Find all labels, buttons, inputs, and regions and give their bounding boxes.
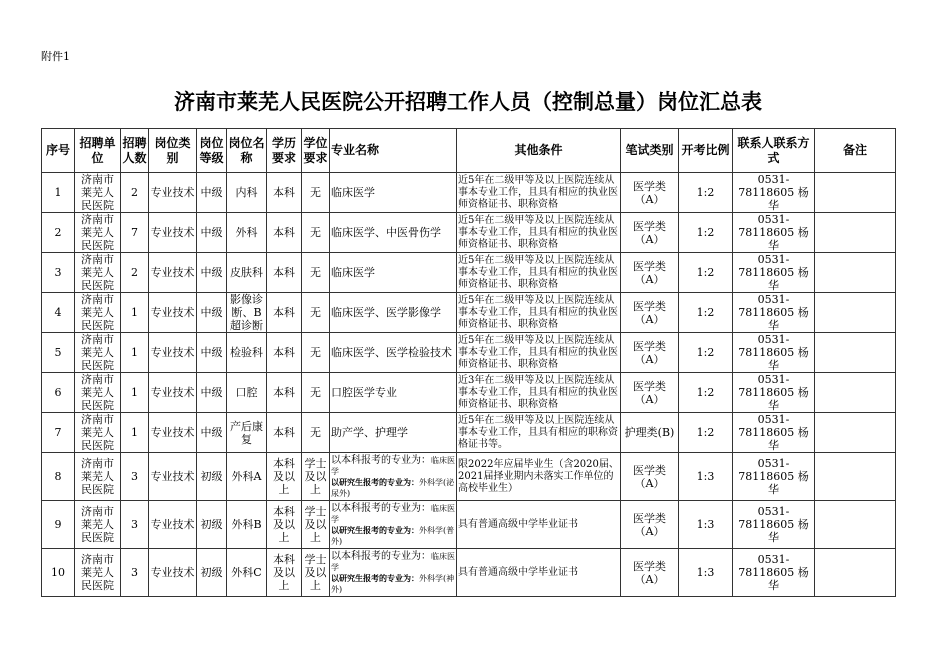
cell-major: 临床医学、医学影像学 [330,293,457,333]
header-count: 招聘人数 [121,129,149,173]
cell-ratio: 1:2 [679,253,733,293]
cell-major: 临床医学、中医骨伤学 [330,213,457,253]
cell-exam: 医学类（A） [621,173,679,213]
cell-conditions: 具有普通高级中学毕业证书 [457,549,621,597]
cell-exam: 医学类（A） [621,333,679,373]
cell-conditions: 近5年在二级甲等及以上医院连续从事本专业工作，且具有相应的职称资格证书等。 [457,413,621,453]
cell-education: 本科 [267,293,302,333]
cell-degree: 无 [302,173,330,213]
header-category: 岗位类别 [149,129,197,173]
cell-education: 本科及以上 [267,549,302,597]
cell-degree: 无 [302,333,330,373]
cell-exam: 医学类（A） [621,453,679,501]
cell-education: 本科及以上 [267,453,302,501]
cell-remark [815,333,896,373]
table-row [42,549,896,597]
cell-conditions: 近5年在二级甲等及以上医院连续从事本专业工作，且具有相应的执业医师资格证书、职称资格 [457,293,621,333]
cell-category: 专业技术 [149,173,197,213]
header-major: 专业名称 [330,129,457,173]
cell-remark [815,253,896,293]
cell-contact: 0531-78118605 杨华 [733,373,815,413]
header-education: 学历要求 [267,129,302,173]
cell-ratio: 1:2 [679,213,733,253]
cell-count: 3 [121,453,149,501]
cell-degree: 无 [302,293,330,333]
cell-remark [815,173,896,213]
cell-major: 口腔医学专业 [330,373,457,413]
cell-position: 影像诊断、B超诊断 [227,293,267,333]
cell-remark [815,453,896,501]
cell-unit: 济南市莱芜人民医院 [75,413,121,453]
cell-remark [815,549,896,597]
cell-contact: 0531-78118605 杨华 [733,173,815,213]
cell-seq: 5 [42,333,75,373]
header-unit: 招聘单位 [75,129,121,173]
cell-contact: 0531-78118605 杨华 [733,333,815,373]
cell-degree: 无 [302,373,330,413]
cell-position: 皮肤科 [227,253,267,293]
cell-seq: 4 [42,293,75,333]
cell-level: 中级 [197,293,227,333]
undergrad-major: 临床医学 [331,455,455,476]
cell-contact: 0531-78118605 杨华 [733,253,815,293]
table-row [42,453,896,501]
cell-degree: 无 [302,413,330,453]
cell-position: 外科A [227,453,267,501]
cell-ratio: 1:3 [679,453,733,501]
cell-level: 中级 [197,213,227,253]
undergrad-major: 临床医学 [331,503,455,524]
cell-level: 中级 [197,173,227,213]
cell-seq: 8 [42,453,75,501]
table-row [42,293,896,333]
cell-category: 专业技术 [149,213,197,253]
cell-category: 专业技术 [149,293,197,333]
undergrad-major: 临床医学 [331,551,455,572]
cell-ratio: 1:3 [679,501,733,549]
cell-seq: 7 [42,413,75,453]
cell-degree: 学士及以上 [302,453,330,501]
header-contact: 联系人联系方式 [733,129,815,173]
cell-ratio: 1:2 [679,333,733,373]
cell-conditions: 近3年在二级甲等及以上医院连续从事本专业工作，且具有相应的执业医师资格证书、职称资格 [457,373,621,413]
cell-unit: 济南市莱芜人民医院 [75,173,121,213]
postgrad-major-label: 以研究生报考的专业为： [331,476,419,487]
cell-education: 本科 [267,413,302,453]
cell-ratio: 1:2 [679,373,733,413]
cell-count: 2 [121,173,149,213]
cell-exam: 医学类（A） [621,213,679,253]
table-row [42,253,896,293]
cell-contact: 0531-78118605 杨华 [733,549,815,597]
cell-conditions: 近5年在二级甲等及以上医院连续从事本专业工作，且具有相应的执业医师资格证书、职称资格 [457,253,621,293]
cell-remark [815,373,896,413]
cell-unit: 济南市莱芜人民医院 [75,501,121,549]
cell-category: 专业技术 [149,333,197,373]
cell-contact: 0531-78118605 杨华 [733,413,815,453]
cell-exam: 医学类（A） [621,501,679,549]
cell-position: 产后康复 [227,413,267,453]
cell-position: 外科B [227,501,267,549]
undergrad-major-label: 以本科报考的专业为： [331,454,431,466]
cell-position: 内科 [227,173,267,213]
header-remark: 备注 [815,129,896,173]
cell-unit: 济南市莱芜人民医院 [75,213,121,253]
cell-count: 7 [121,213,149,253]
cell-category: 专业技术 [149,253,197,293]
cell-conditions: 具有普通高级中学毕业证书 [457,501,621,549]
cell-level: 初级 [197,549,227,597]
table-row [42,333,896,373]
cell-level: 中级 [197,253,227,293]
cell-category: 专业技术 [149,413,197,453]
cell-level: 初级 [197,501,227,549]
cell-major [330,549,457,597]
cell-count: 3 [121,501,149,549]
cell-count: 1 [121,293,149,333]
header-seq: 序号 [42,129,75,173]
cell-major: 临床医学 [330,173,457,213]
cell-seq: 6 [42,373,75,413]
cell-conditions: 限2022年应届毕业生（含2020届、2021届择业期内未落实工作单位的高校毕业生） [457,453,621,501]
header-exam: 笔试类别 [621,129,679,173]
cell-major [330,453,457,501]
cell-unit: 济南市莱芜人民医院 [75,453,121,501]
postgrad-major: 外科学(泌尿外) [331,477,455,498]
postgrad-major-label: 以研究生报考的专业为： [331,524,419,535]
postgrad-major: 外科学(普外) [331,525,455,546]
cell-ratio: 1:3 [679,549,733,597]
cell-unit: 济南市莱芜人民医院 [75,333,121,373]
cell-seq: 9 [42,501,75,549]
table-header-row [42,129,896,173]
cell-category: 专业技术 [149,453,197,501]
cell-degree: 学士及以上 [302,501,330,549]
cell-position: 检验科 [227,333,267,373]
header-ratio: 开考比例 [679,129,733,173]
header-level: 岗位等级 [197,129,227,173]
cell-exam: 医学类（A） [621,549,679,597]
cell-count: 1 [121,333,149,373]
cell-count: 1 [121,373,149,413]
cell-remark [815,293,896,333]
cell-seq: 10 [42,549,75,597]
cell-ratio: 1:2 [679,293,733,333]
cell-category: 专业技术 [149,373,197,413]
cell-unit: 济南市莱芜人民医院 [75,373,121,413]
cell-education: 本科 [267,173,302,213]
cell-degree: 无 [302,213,330,253]
cell-category: 专业技术 [149,549,197,597]
cell-education: 本科 [267,213,302,253]
attachment-label: 附件1 [41,50,70,63]
cell-conditions: 近5年在二级甲等及以上医院连续从事本专业工作，且具有相应的执业医师资格证书、职称资格 [457,173,621,213]
table-row [42,413,896,453]
table-row [42,213,896,253]
cell-seq: 1 [42,173,75,213]
header-conditions: 其他条件 [457,129,621,173]
cell-remark [815,501,896,549]
cell-conditions: 近5年在二级甲等及以上医院连续从事本专业工作，且具有相应的执业医师资格证书、职称资格 [457,213,621,253]
cell-category: 专业技术 [149,501,197,549]
cell-contact: 0531-78118605 杨华 [733,213,815,253]
table-row [42,373,896,413]
positions-table [41,128,896,597]
cell-major: 临床医学、医学检验技术 [330,333,457,373]
cell-ratio: 1:2 [679,173,733,213]
cell-remark [815,413,896,453]
cell-exam: 护理类(B) [621,413,679,453]
cell-count: 1 [121,413,149,453]
cell-exam: 医学类（A） [621,373,679,413]
cell-education: 本科 [267,333,302,373]
table-row [42,173,896,213]
cell-contact: 0531-78118605 杨华 [733,293,815,333]
undergrad-major-label: 以本科报考的专业为： [331,502,431,514]
cell-education: 本科及以上 [267,501,302,549]
page-title: 济南市莱芜人民医院公开招聘工作人员（控制总量）岗位汇总表 [174,89,762,114]
postgrad-major: 外科学(神外) [331,573,455,594]
cell-level: 中级 [197,413,227,453]
cell-exam: 医学类（A） [621,293,679,333]
cell-degree: 无 [302,253,330,293]
table-row [42,501,896,549]
cell-ratio: 1:2 [679,413,733,453]
cell-major [330,501,457,549]
cell-unit: 济南市莱芜人民医院 [75,253,121,293]
cell-major: 临床医学 [330,253,457,293]
cell-position: 外科 [227,213,267,253]
postgrad-major-label: 以研究生报考的专业为： [331,572,419,583]
cell-position: 外科C [227,549,267,597]
cell-seq: 3 [42,253,75,293]
cell-seq: 2 [42,213,75,253]
cell-conditions: 近5年在二级甲等及以上医院连续从事本专业工作，且具有相应的执业医师资格证书、职称资格 [457,333,621,373]
cell-position: 口腔 [227,373,267,413]
cell-unit: 济南市莱芜人民医院 [75,293,121,333]
cell-exam: 医学类（A） [621,253,679,293]
undergrad-major-label: 以本科报考的专业为： [331,550,431,562]
cell-contact: 0531-78118605 杨华 [733,501,815,549]
cell-level: 初级 [197,453,227,501]
header-position: 岗位名称 [227,129,267,173]
cell-count: 3 [121,549,149,597]
cell-level: 中级 [197,333,227,373]
cell-count: 2 [121,253,149,293]
cell-degree: 学士及以上 [302,549,330,597]
cell-education: 本科 [267,373,302,413]
cell-major: 助产学、护理学 [330,413,457,453]
cell-education: 本科 [267,253,302,293]
header-degree: 学位要求 [302,129,330,173]
cell-remark [815,213,896,253]
cell-contact: 0531-78118605 杨华 [733,453,815,501]
cell-level: 中级 [197,373,227,413]
cell-unit: 济南市莱芜人民医院 [75,549,121,597]
